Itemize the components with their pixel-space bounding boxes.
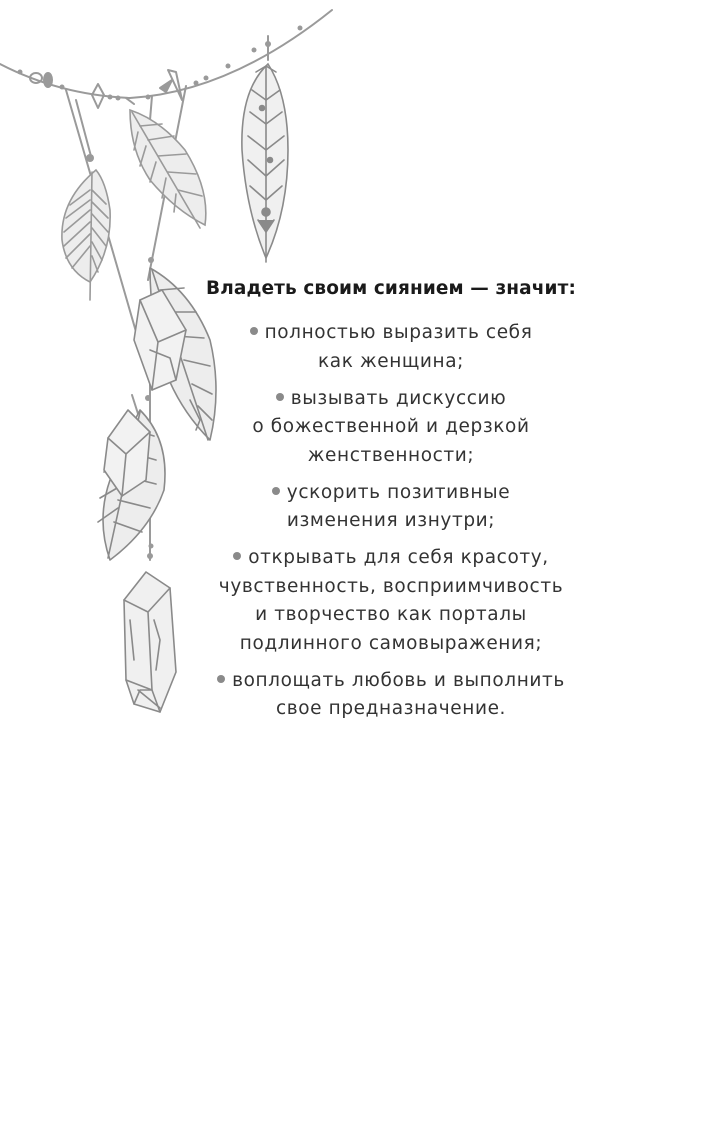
bullet-dot-icon [217,675,225,683]
list-item-text: чувственность, восприимчивость [218,575,564,597]
list-item [200,667,582,724]
list-item-line [200,442,582,471]
text-block [200,272,582,732]
crystal-feather-cluster-2 [98,410,165,560]
feather-center-top [130,110,206,228]
list-item-text: вызывать дискуссию [290,387,507,409]
bullet-dot-icon [276,393,284,401]
list-item-text: открывать для себя красоту, [248,547,549,568]
list-item-line [200,630,582,659]
crystal-bottom [124,572,176,712]
list-item-text: женственности; [307,444,475,466]
list-item-line [200,695,582,724]
list-item-line [200,413,582,442]
list-item-line [200,544,582,573]
list-item-text: изменения изнутри; [286,510,496,531]
feather-right-patterned [242,64,288,262]
feather-left [62,170,110,300]
list-item-line [200,573,582,602]
bullet-dot-icon [272,487,280,495]
heading: Владеть своим сиянием — значит: [206,278,576,299]
list-item-line [200,479,582,508]
list-item-text: о божественной и дерзкой [252,416,530,437]
list-item-text: воплощать любовь и выполнить [232,669,565,691]
list-item-text: свое предназначение. [275,698,507,719]
list-item-line [200,385,582,414]
bullet-list [200,319,582,724]
list-item-text: ускорить позитивные [286,481,511,503]
list-item-line [200,667,582,696]
list-item-text: подлинного самовыражения; [239,632,543,654]
oval-bead [44,73,52,87]
triangle-bead [160,80,172,92]
list-item-text: как женщина; [317,350,465,372]
bullet-dot-icon [233,552,241,560]
list-item-line [200,507,582,536]
list-item-line [200,319,582,348]
list-item [200,319,582,376]
bullet-dot-icon [250,327,258,335]
list-item-text: и творчество как порталы [255,604,527,625]
list-item-line [200,601,582,630]
list-item-line [200,348,582,377]
list-item-text: полностью выразить себя [264,322,533,343]
list-item [200,385,582,471]
list-item [200,479,582,536]
list-item [200,544,582,658]
